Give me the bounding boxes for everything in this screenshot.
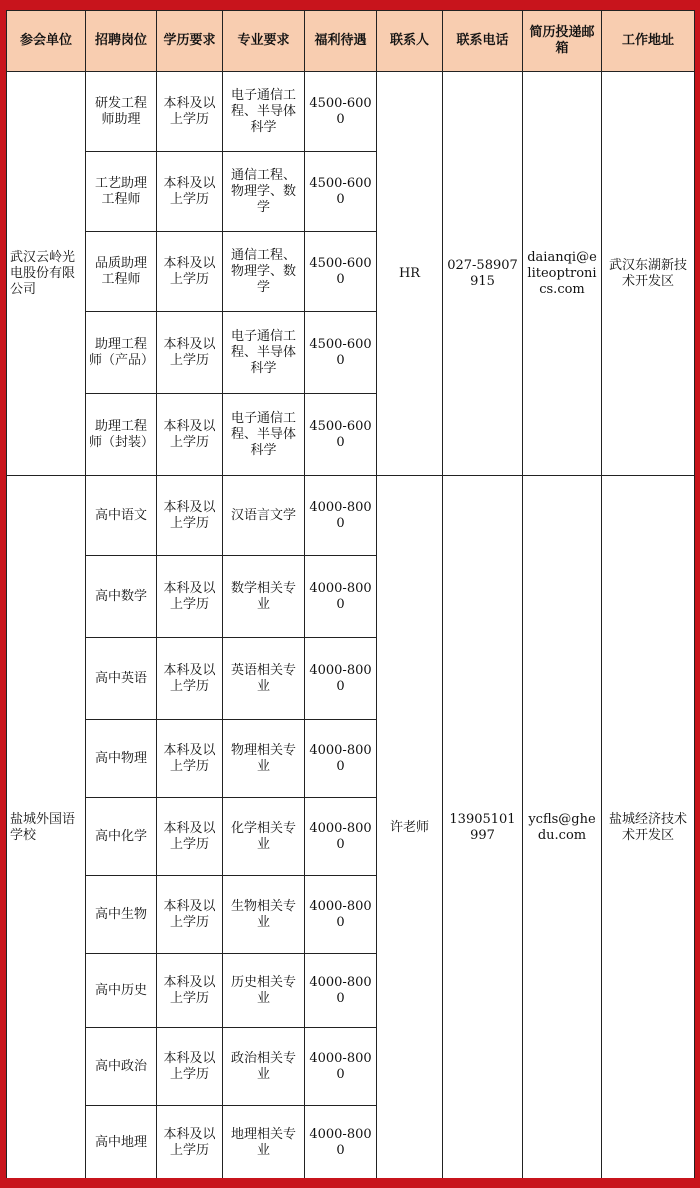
address-cell: 武汉东湖新技术开发区 — [602, 72, 695, 476]
education-cell: 本科及以上学历 — [157, 394, 223, 476]
table-frame — [6, 10, 694, 1178]
salary-cell: 4000-8000 — [305, 876, 377, 954]
major-cell: 电子通信工程、半导体科学 — [223, 312, 305, 394]
salary-cell: 4000-8000 — [305, 476, 377, 556]
position-cell: 高中语文 — [86, 476, 157, 556]
salary-cell: 4000-8000 — [305, 720, 377, 798]
contact-cell: HR — [377, 72, 443, 476]
education-cell: 本科及以上学历 — [157, 954, 223, 1028]
major-cell: 化学相关专业 — [223, 798, 305, 876]
education-cell: 本科及以上学历 — [157, 798, 223, 876]
salary-cell: 4000-8000 — [305, 798, 377, 876]
header-contact: 联系人 — [377, 11, 443, 72]
major-cell: 政治相关专业 — [223, 1028, 305, 1106]
position-cell: 工艺助理工程师 — [86, 152, 157, 232]
education-cell: 本科及以上学历 — [157, 638, 223, 720]
table-row — [7, 476, 695, 556]
education-cell: 本科及以上学历 — [157, 72, 223, 152]
header-salary: 福利待遇 — [305, 11, 377, 72]
header-company: 参会单位 — [7, 11, 86, 72]
header-phone: 联系电话 — [443, 11, 523, 72]
salary-cell: 4500-6000 — [305, 394, 377, 476]
education-cell: 本科及以上学历 — [157, 232, 223, 312]
position-cell: 品质助理工程师 — [86, 232, 157, 312]
header-row — [7, 11, 695, 72]
phone-cell: 13905101997 — [443, 476, 523, 1180]
header-education: 学历要求 — [157, 11, 223, 72]
salary-cell: 4000-8000 — [305, 638, 377, 720]
position-cell: 助理工程师（产品） — [86, 312, 157, 394]
position-cell: 高中数学 — [86, 556, 157, 638]
email-cell: ycfls@ghedu.com — [523, 476, 602, 1180]
education-cell: 本科及以上学历 — [157, 476, 223, 556]
education-cell: 本科及以上学历 — [157, 152, 223, 232]
position-cell: 助理工程师（封装） — [86, 394, 157, 476]
recruitment-table — [6, 10, 695, 1180]
company-name: 盐城外国语学校 — [7, 476, 86, 1180]
major-cell: 英语相关专业 — [223, 638, 305, 720]
education-cell: 本科及以上学历 — [157, 720, 223, 798]
education-cell: 本科及以上学历 — [157, 312, 223, 394]
company-name: 武汉云岭光电股份有限公司 — [7, 72, 86, 476]
position-cell: 高中化学 — [86, 798, 157, 876]
education-cell: 本科及以上学历 — [157, 876, 223, 954]
major-cell: 历史相关专业 — [223, 954, 305, 1028]
education-cell: 本科及以上学历 — [157, 556, 223, 638]
position-cell: 高中生物 — [86, 876, 157, 954]
position-cell: 高中历史 — [86, 954, 157, 1028]
position-cell: 高中物理 — [86, 720, 157, 798]
position-cell: 研发工程师助理 — [86, 72, 157, 152]
salary-cell: 4000-8000 — [305, 1106, 377, 1180]
major-cell: 通信工程、物理学、数学 — [223, 152, 305, 232]
contact-cell: 许老师 — [377, 476, 443, 1180]
major-cell: 数学相关专业 — [223, 556, 305, 638]
major-cell: 电子通信工程、半导体科学 — [223, 72, 305, 152]
salary-cell: 4000-8000 — [305, 954, 377, 1028]
major-cell: 汉语言文学 — [223, 476, 305, 556]
header-email: 简历投递邮箱 — [523, 11, 602, 72]
header-position: 招聘岗位 — [86, 11, 157, 72]
bottom-border — [0, 1178, 700, 1188]
salary-cell: 4500-6000 — [305, 312, 377, 394]
header-address: 工作地址 — [602, 11, 695, 72]
salary-cell: 4500-6000 — [305, 232, 377, 312]
position-cell: 高中英语 — [86, 638, 157, 720]
position-cell: 高中地理 — [86, 1106, 157, 1180]
email-cell: daianqi@eliteoptronics.com — [523, 72, 602, 476]
major-cell: 物理相关专业 — [223, 720, 305, 798]
position-cell: 高中政治 — [86, 1028, 157, 1106]
salary-cell: 4500-6000 — [305, 152, 377, 232]
major-cell: 生物相关专业 — [223, 876, 305, 954]
address-cell: 盐城经济技术术开发区 — [602, 476, 695, 1180]
salary-cell: 4000-8000 — [305, 556, 377, 638]
major-cell: 电子通信工程、半导体科学 — [223, 394, 305, 476]
table-row — [7, 72, 695, 152]
major-cell: 地理相关专业 — [223, 1106, 305, 1180]
salary-cell: 4500-6000 — [305, 72, 377, 152]
phone-cell: 027-58907915 — [443, 72, 523, 476]
header-major: 专业要求 — [223, 11, 305, 72]
major-cell: 通信工程、物理学、数学 — [223, 232, 305, 312]
education-cell: 本科及以上学历 — [157, 1028, 223, 1106]
education-cell: 本科及以上学历 — [157, 1106, 223, 1180]
salary-cell: 4000-8000 — [305, 1028, 377, 1106]
